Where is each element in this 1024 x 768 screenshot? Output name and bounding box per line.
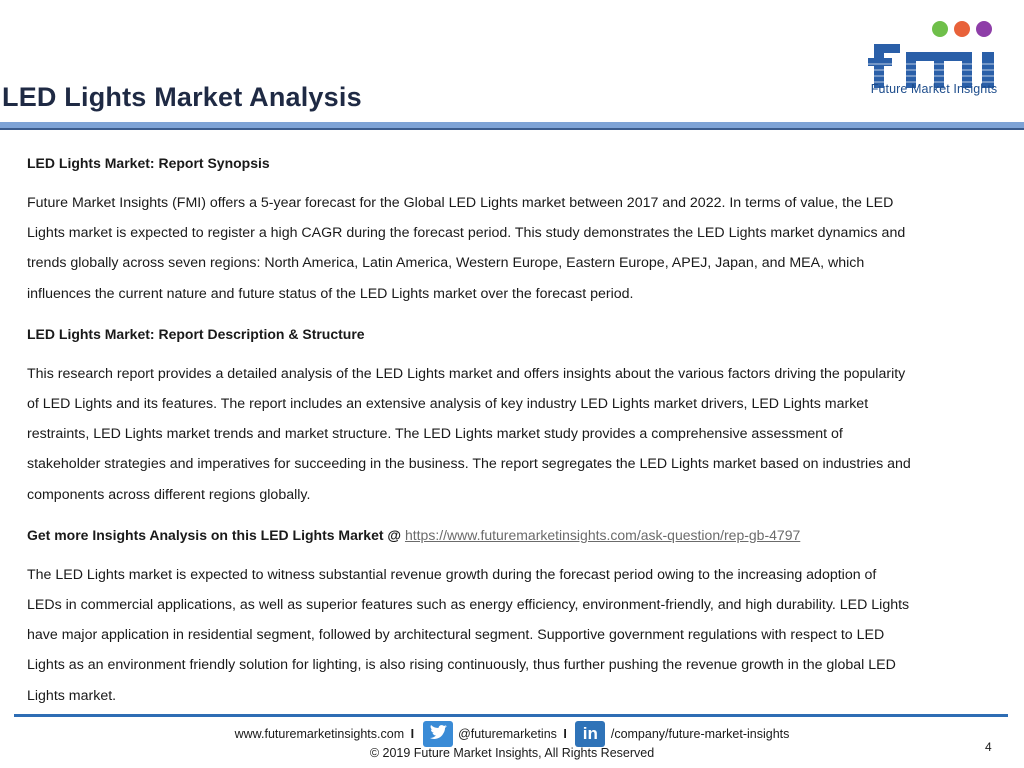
section-heading-description: LED Lights Market: Report Description & Structure: [27, 325, 365, 342]
globe-icon: [932, 21, 948, 37]
footer-linkedin-path[interactable]: /company/future-market-insights: [610, 727, 790, 741]
linkedin-icon[interactable]: in: [575, 721, 605, 747]
page-number: 4: [985, 740, 992, 754]
insights-cta: [27, 520, 1002, 550]
main-content: [27, 148, 1002, 711]
market-line: LEDs in commercial applications, as well as superior features such as energy efficiency, environment-friendly, and high durability. LED Lights: [27, 597, 910, 614]
footer-twitter-handle[interactable]: @futuremarketins: [458, 727, 557, 741]
footer-copyright: © 2019 Future Market Insights, All Rights Reserved: [369, 746, 655, 760]
synopsis-line: Lights market is expected to register a high CAGR during the forecast period. This study demonstrates the LED Lights market dynamics and: [27, 225, 906, 242]
title-rule-dark: [0, 128, 1024, 130]
page-title: LED Lights Market Analysis: [2, 82, 362, 112]
footer-separator: I: [410, 727, 415, 741]
market-line: Lights market.: [27, 687, 117, 704]
description-line: of LED Lights and its features. The report includes an extensive analysis of key industry LED Lights market drivers, LED Lights market: [27, 396, 869, 413]
twitter-bird-icon[interactable]: [423, 721, 453, 747]
market-line: The LED Lights market is expected to witness substantial revenue growth during the forecast period owing to the increasing adoption of: [27, 566, 877, 583]
description-line: restraints, LED Lights market trends and market structure. The LED Lights market study provides a comprehensive assessment of: [27, 426, 843, 443]
footer-contacts: [0, 721, 1024, 747]
synopsis-line: trends globally across seven regions: North America, Latin America, Western Europe, Eastern Europe, APEJ, Japan, and MEA, which: [27, 255, 865, 272]
cart-icon: [976, 21, 992, 37]
market-line: have major application in residential segment, followed by architectural segment. Supportive government regulations with respect to LED: [27, 627, 885, 644]
logo-wordmark: Future Market Insights: [870, 82, 998, 96]
synopsis-line: influences the current nature and future status of the LED Lights market over the forecast period.: [27, 285, 634, 302]
insights-cta-text: Get more Insights Analysis on this LED Lights Market @: [27, 526, 405, 543]
footer-rule: [14, 714, 1008, 717]
market-line: Lights as an environment friendly solution for lighting, is also rising continuously, thus further pushing the revenue growth in the global LED: [27, 657, 896, 674]
insights-link[interactable]: https://www.futuremarketinsights.com/ask-question/rep-gb-4797: [404, 526, 801, 543]
section-heading-synopsis: LED Lights Market: Report Synopsis: [27, 155, 270, 171]
person-icon: [954, 21, 970, 37]
description-line: This research report provides a detailed analysis of the LED Lights market and offers insights about the various factors driving the popularity: [27, 365, 906, 382]
footer-separator: I: [563, 727, 567, 741]
synopsis-line: Future Market Insights (FMI) offers a 5-year forecast for the Global LED Lights market between 2017 and 2022. In terms of value, the LED: [27, 195, 894, 211]
description-line: components across different regions globally.: [27, 486, 311, 503]
description-line: stakeholder strategies and imperatives for succeeding in the business. The report segregates the LED Lights market based on industries and: [27, 456, 911, 473]
footer-website[interactable]: www.futuremarketinsights.com: [234, 727, 405, 741]
